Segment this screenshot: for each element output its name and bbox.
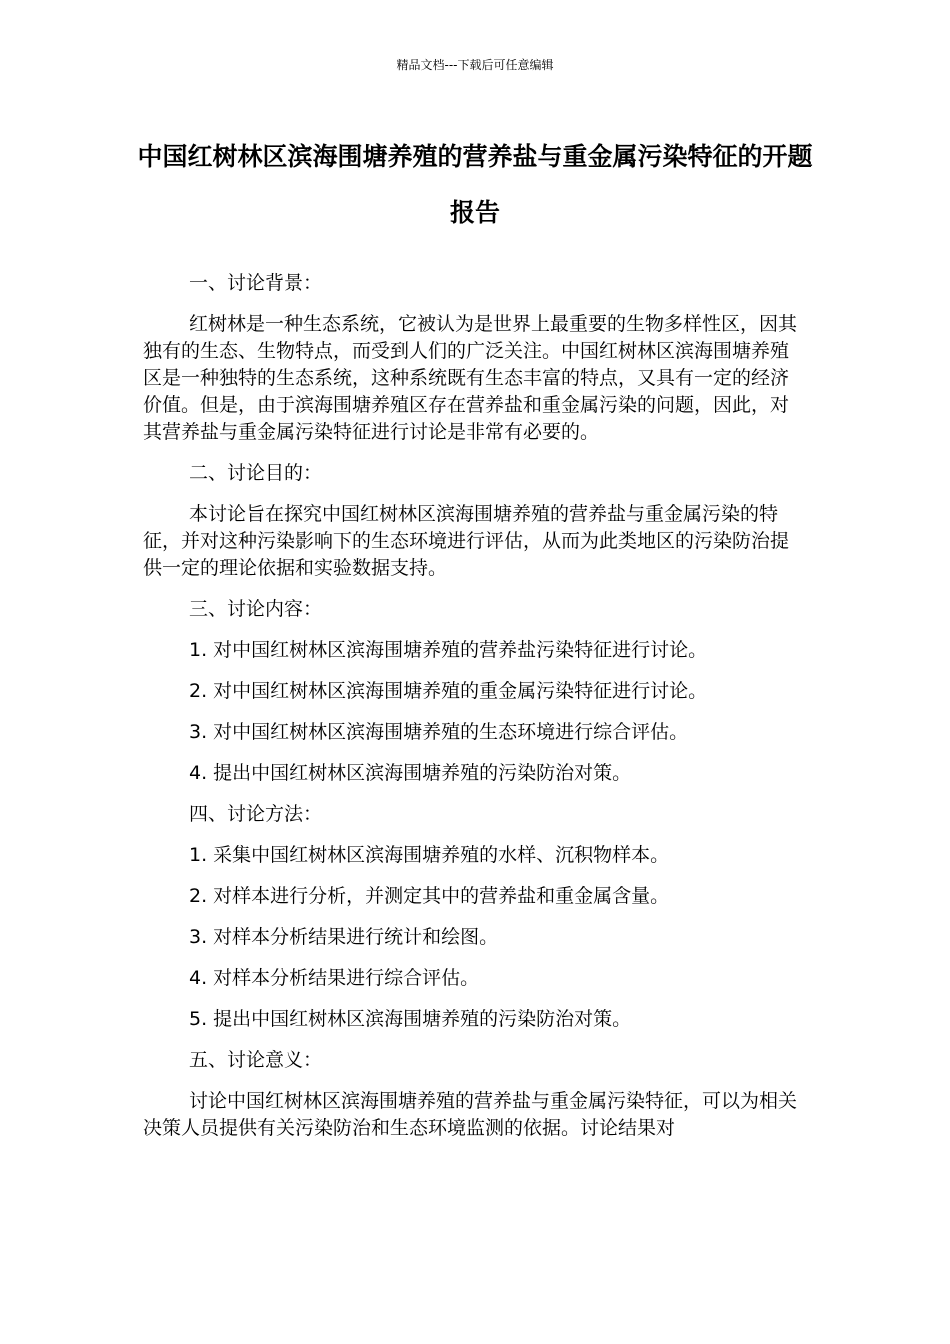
section-paragraph: 讨论中国红树林区滨海围塘养殖的营养盐与重金属污染特征，可以为相关决策人员提供有关污染防治和生态环境监测的依据。讨论结果对 bbox=[143, 1090, 798, 1139]
document-title: 中国红树林区滨海围塘养殖的营养盐与重金属污染特征的开题报告 bbox=[137, 142, 813, 227]
header-note: 精品文档---下载后可任意编辑 bbox=[396, 58, 554, 72]
section-paragraph: 本讨论旨在探究中国红树林区滨海围塘养殖的营养盐与重金属污染的特征，并对这种污染影响下的生态环境进行评估，从而为此类地区的污染防治提供一定的理论依据和实验数据支持。 bbox=[143, 503, 790, 579]
list-item: 4. 对样本分析结果进行综合评估。 bbox=[189, 967, 480, 989]
document-body bbox=[143, 270, 798, 1156]
list-item: 5. 提出中国红树林区滨海围塘养殖的污染防治对策。 bbox=[189, 1008, 632, 1030]
section-heading: 三、讨论内容： bbox=[189, 598, 323, 620]
list-item: 1. 对中国红树林区滨海围塘养殖的营养盐污染特征进行讨论。 bbox=[189, 639, 708, 661]
list-item: 3. 对样本分析结果进行统计和绘图。 bbox=[189, 926, 499, 948]
section-heading: 二、讨论目的： bbox=[189, 462, 323, 484]
list-item: 1. 采集中国红树林区滨海围塘养殖的水样、沉积物样本。 bbox=[189, 844, 670, 866]
list-item: 2. 对中国红树林区滨海围塘养殖的重金属污染特征进行讨论。 bbox=[189, 680, 708, 702]
section-heading: 四、讨论方法： bbox=[189, 803, 323, 825]
list-item: 4. 提出中国红树林区滨海围塘养殖的污染防治对策。 bbox=[189, 762, 632, 784]
list-item: 2. 对样本进行分析，并测定其中的营养盐和重金属含量。 bbox=[189, 885, 670, 907]
section-paragraph: 红树林是一种生态系统，它被认为是世界上最重要的生物多样性区，因其独有的生态、生物特点，而受到人们的广泛关注。中国红树林区滨海围塘养殖区是一种独特的生态系统，这种系统既有生态丰富的特点，又具有一定的经济价值。但是，由于滨海围塘养殖区存在营养盐和重金属污染的问题，因此，对其营养盐与重金属污染特征进行讨论是非常有必要的。 bbox=[143, 313, 798, 443]
list-item: 3. 对中国红树林区滨海围塘养殖的生态环境进行综合评估。 bbox=[189, 721, 689, 743]
section-heading: 一、讨论背景： bbox=[189, 272, 323, 294]
section-heading: 五、讨论意义： bbox=[189, 1049, 323, 1071]
